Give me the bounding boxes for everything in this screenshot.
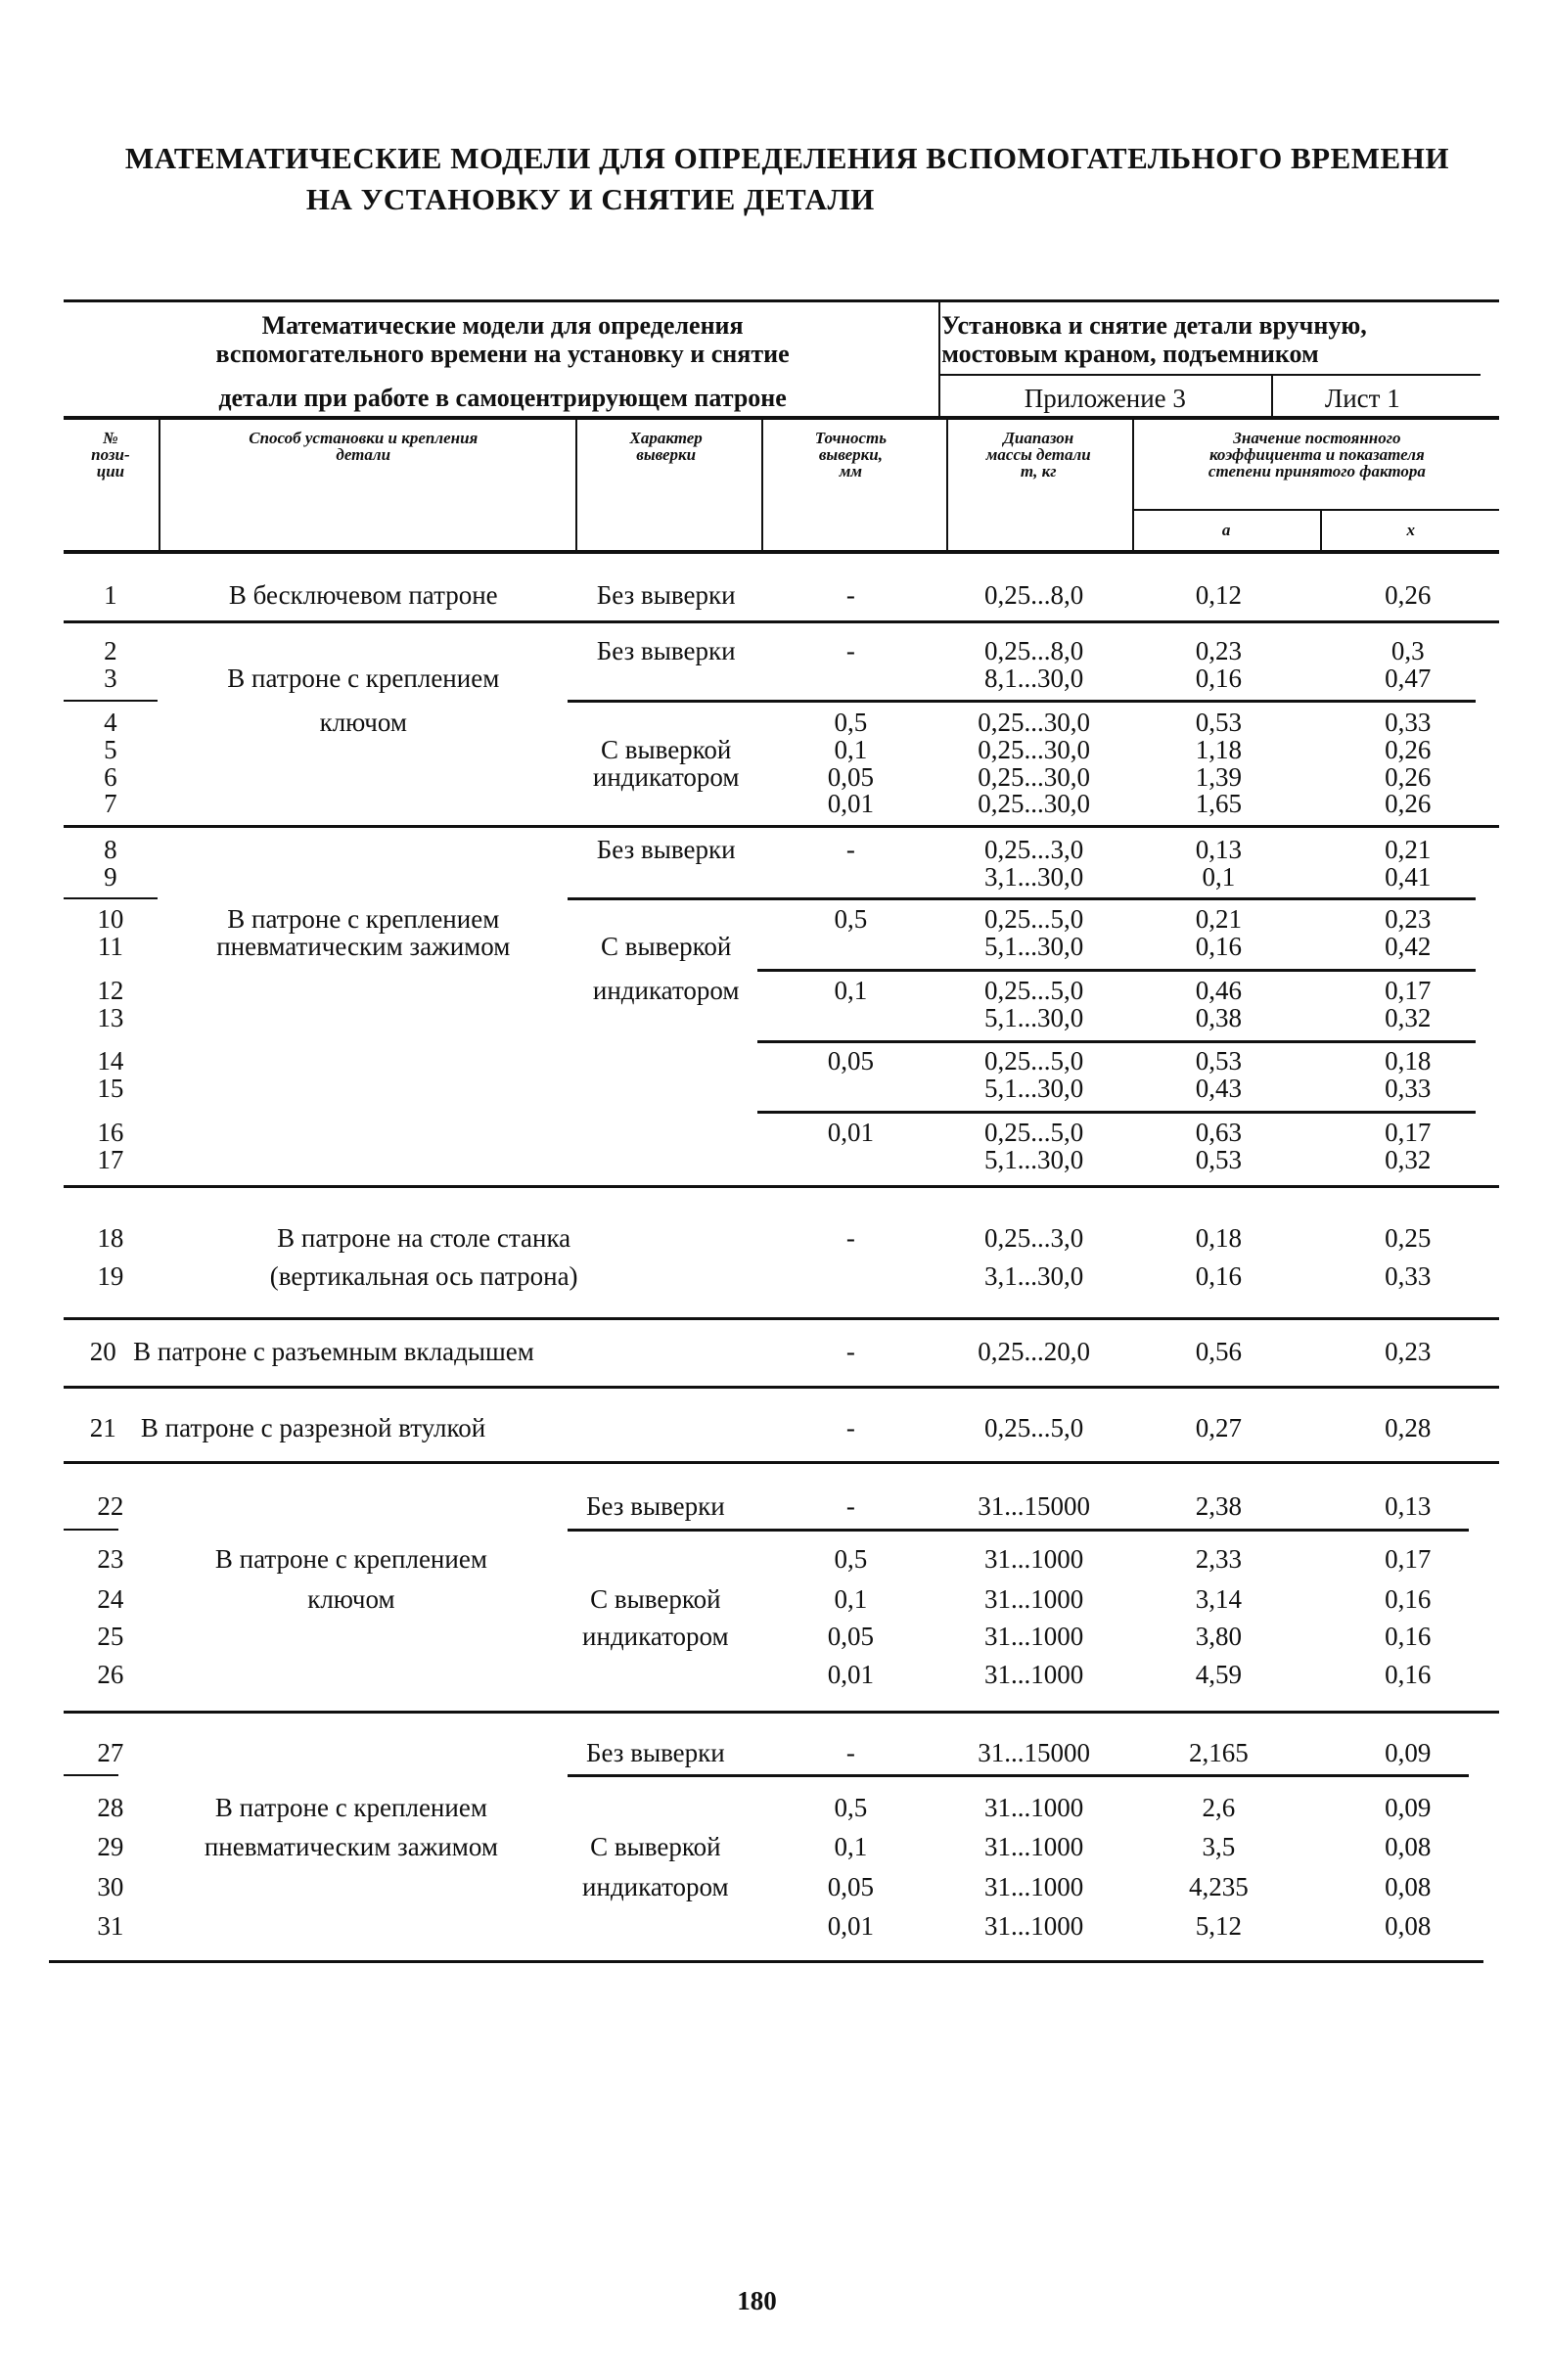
coefficient-a-value: 0,12 bbox=[1195, 579, 1242, 610]
row-number: 15 bbox=[97, 1074, 124, 1104]
accuracy-value: 0,05 bbox=[827, 761, 875, 792]
method-label: (вертикальная ось патрона) bbox=[269, 1261, 578, 1292]
page-subtitle: НА УСТАНОВКУ И СНЯТИЕ ДЕТАЛИ bbox=[305, 182, 875, 217]
exponent-x-value: 0,26 bbox=[1385, 734, 1432, 764]
rule-line bbox=[568, 1774, 1468, 1777]
rule-line bbox=[64, 825, 1499, 828]
column-header-mass-range: m, кг bbox=[1020, 461, 1057, 481]
column-header-mass-range: Диапазон bbox=[1003, 428, 1074, 447]
coefficient-a-value: 0,13 bbox=[1195, 834, 1242, 864]
coefficient-a-value: 0,27 bbox=[1195, 1412, 1242, 1442]
accuracy-value: - bbox=[845, 1337, 855, 1367]
exponent-x-value: 0,32 bbox=[1385, 1002, 1432, 1032]
rule-line bbox=[1132, 509, 1498, 511]
header-title-line: вспомогательного времени на установку и снятие bbox=[215, 339, 790, 368]
row-number: 20 bbox=[89, 1337, 116, 1367]
rule-line bbox=[64, 897, 158, 899]
column-header-character: Характер bbox=[629, 428, 703, 447]
accuracy-value: - bbox=[845, 1738, 855, 1768]
coefficient-a-value: 0,16 bbox=[1195, 1261, 1242, 1292]
coefficient-a-value: 0,21 bbox=[1195, 904, 1242, 935]
coefficient-a-value: 5,12 bbox=[1195, 1910, 1242, 1941]
exponent-x-value: 0,09 bbox=[1385, 1793, 1432, 1823]
rule-line bbox=[64, 1774, 118, 1776]
column-divider bbox=[761, 420, 763, 550]
exponent-x-value: 0,09 bbox=[1385, 1738, 1432, 1768]
mass-range-value: 0,25...5,0 bbox=[983, 1046, 1084, 1076]
coefficient-a-value: 0,23 bbox=[1195, 636, 1242, 666]
row-number: 22 bbox=[97, 1491, 124, 1522]
column-header-method: Способ установки и крепления bbox=[249, 428, 479, 447]
exponent-x-value: 0,17 bbox=[1385, 1544, 1432, 1575]
rule-line bbox=[757, 1111, 1477, 1114]
row-number: 19 bbox=[97, 1261, 124, 1292]
exponent-x-value: 0,47 bbox=[1385, 664, 1432, 694]
mass-range-value: 31...1000 bbox=[983, 1659, 1084, 1689]
row-number: 25 bbox=[97, 1622, 124, 1652]
check-type-label: С выверкой bbox=[590, 1583, 721, 1614]
check-type-label: индикатором bbox=[592, 975, 740, 1005]
check-type-label: С выверкой bbox=[600, 734, 732, 764]
exponent-x-value: 0,08 bbox=[1385, 1832, 1432, 1862]
exponent-x-value: 0,26 bbox=[1385, 789, 1432, 819]
exponent-x-value: 0,28 bbox=[1385, 1412, 1432, 1442]
row-number: 24 bbox=[97, 1583, 124, 1614]
column-header-accuracy: мм bbox=[839, 461, 863, 481]
row-number: 12 bbox=[97, 975, 124, 1005]
exponent-x-value: 0,25 bbox=[1385, 1223, 1432, 1254]
row-number: 21 bbox=[89, 1412, 116, 1442]
coefficient-a-value: 0,53 bbox=[1195, 1145, 1242, 1174]
method-label: В патроне с креплением bbox=[227, 904, 500, 935]
exponent-x-value: 0,26 bbox=[1385, 761, 1432, 792]
column-divider bbox=[946, 420, 948, 550]
header-title-line: детали при работе в самоцентрирующем патроне bbox=[218, 383, 787, 412]
mass-range-value: 0,25...30,0 bbox=[978, 789, 1090, 819]
check-type-label: Без выверки bbox=[596, 636, 736, 666]
column-header-accuracy: выверки, bbox=[818, 444, 883, 464]
exponent-x-value: 0,23 bbox=[1385, 904, 1432, 935]
mass-range-value: 3,1...30,0 bbox=[983, 1261, 1084, 1292]
method-label: В патроне с креплением bbox=[214, 1793, 487, 1823]
exponent-x-value: 0,17 bbox=[1385, 975, 1432, 1005]
accuracy-value: 0,5 bbox=[834, 707, 868, 737]
accuracy-value: 0,1 bbox=[834, 975, 868, 1005]
check-type-label: индикатором bbox=[582, 1871, 729, 1901]
coefficient-a-value: 4,59 bbox=[1195, 1659, 1242, 1689]
column-header-number: пози- bbox=[91, 444, 130, 464]
accuracy-value: 0,1 bbox=[834, 734, 868, 764]
mass-range-value: 0,25...5,0 bbox=[983, 1412, 1084, 1442]
method-label: В патроне на столе станка bbox=[277, 1223, 571, 1254]
accuracy-value: - bbox=[845, 834, 855, 864]
coefficient-a-value: 0,53 bbox=[1195, 1046, 1242, 1076]
table-bottom-rule bbox=[49, 1960, 1484, 1963]
row-number: 9 bbox=[104, 861, 117, 892]
check-type-label: Без выверки bbox=[585, 1738, 725, 1768]
method-label: В патроне с разъемным вкладышем bbox=[133, 1337, 534, 1367]
coefficient-a-value: 2,38 bbox=[1195, 1491, 1242, 1522]
exponent-x-value: 0,13 bbox=[1385, 1491, 1432, 1522]
mass-range-value: 8,1...30,0 bbox=[983, 664, 1084, 694]
mass-range-value: 31...1000 bbox=[983, 1544, 1084, 1575]
rule-line bbox=[64, 1529, 118, 1531]
coefficient-a-value: 0,56 bbox=[1195, 1337, 1242, 1367]
method-label: ключом bbox=[307, 1583, 395, 1614]
accuracy-value: 0,5 bbox=[834, 1793, 868, 1823]
accuracy-value: 0,05 bbox=[827, 1622, 875, 1652]
row-number: 14 bbox=[97, 1046, 124, 1076]
coefficient-a-value: 2,33 bbox=[1195, 1544, 1242, 1575]
method-label: пневматическим зажимом bbox=[216, 931, 511, 961]
row-number: 18 bbox=[97, 1223, 124, 1254]
row-number: 30 bbox=[97, 1871, 124, 1901]
coefficient-a-value: 0,16 bbox=[1195, 931, 1242, 961]
mass-range-value: 5,1...30,0 bbox=[983, 1074, 1084, 1104]
method-label: В патроне с креплением bbox=[227, 664, 500, 694]
coefficient-a-value: 4,235 bbox=[1188, 1871, 1249, 1901]
accuracy-value: 0,1 bbox=[834, 1832, 868, 1862]
coefficient-a-value: 1,18 bbox=[1195, 734, 1242, 764]
mass-range-value: 0,25...20,0 bbox=[978, 1337, 1090, 1367]
rule-line bbox=[64, 1185, 1499, 1188]
row-number: 29 bbox=[97, 1832, 124, 1862]
mass-range-value: 0,25...5,0 bbox=[983, 904, 1084, 935]
exponent-x-value: 0,08 bbox=[1385, 1871, 1432, 1901]
column-divider bbox=[1271, 376, 1273, 417]
check-type-label: индикатором bbox=[592, 761, 740, 792]
row-number: 2 bbox=[104, 636, 117, 666]
mass-range-value: 3,1...30,0 bbox=[983, 861, 1084, 892]
exponent-x-value: 0,42 bbox=[1385, 931, 1432, 961]
row-number: 3 bbox=[104, 664, 117, 694]
mass-range-value: 31...15000 bbox=[978, 1491, 1090, 1522]
row-number: 26 bbox=[97, 1659, 124, 1689]
exponent-x-value: 0,33 bbox=[1385, 707, 1432, 737]
row-number: 7 bbox=[104, 789, 117, 819]
column-header-number: № bbox=[103, 428, 118, 447]
accuracy-value: 0,01 bbox=[827, 1910, 875, 1941]
rule-line bbox=[568, 897, 1476, 900]
row-number: 31 bbox=[97, 1910, 124, 1941]
rule-line bbox=[64, 1386, 1499, 1389]
exponent-x-value: 0,16 bbox=[1385, 1622, 1432, 1652]
coefficient-a-value: 1,65 bbox=[1195, 789, 1242, 819]
accuracy-value: - bbox=[845, 1223, 855, 1254]
coefficient-a-value: 1,39 bbox=[1195, 761, 1242, 792]
header-operation-line: мостовым краном, подъемником bbox=[941, 339, 1319, 368]
rule-line bbox=[938, 374, 1481, 376]
coefficient-a-value: 2,165 bbox=[1188, 1738, 1249, 1768]
mass-range-value: 31...1000 bbox=[983, 1832, 1084, 1862]
accuracy-value: 0,1 bbox=[834, 1583, 868, 1614]
exponent-x-value: 0,33 bbox=[1385, 1074, 1432, 1104]
rule-line bbox=[757, 1040, 1477, 1043]
coefficient-a-value: 3,80 bbox=[1195, 1622, 1242, 1652]
check-type-label: индикатором bbox=[582, 1622, 729, 1652]
exponent-x-value: 0,16 bbox=[1385, 1583, 1432, 1614]
exponent-x-value: 0,18 bbox=[1385, 1046, 1432, 1076]
mass-range-value: 5,1...30,0 bbox=[983, 931, 1084, 961]
column-divider bbox=[159, 420, 160, 550]
mass-range-value: 5,1...30,0 bbox=[983, 1145, 1084, 1174]
exponent-x-value: 0,3 bbox=[1390, 636, 1425, 666]
column-divider bbox=[938, 299, 940, 416]
header-rule bbox=[64, 416, 1499, 420]
accuracy-value: - bbox=[845, 1491, 855, 1522]
exponent-x-value: 0,08 bbox=[1385, 1910, 1432, 1941]
rule-line bbox=[64, 1317, 1499, 1320]
table-top-rule bbox=[64, 299, 1499, 302]
column-divider bbox=[1320, 510, 1322, 549]
row-number: 16 bbox=[97, 1118, 124, 1148]
exponent-x-value: 0,17 bbox=[1385, 1118, 1432, 1148]
mass-range-value: 0,25...5,0 bbox=[983, 975, 1084, 1005]
accuracy-value: - bbox=[845, 636, 855, 666]
check-type-label: Без выверки bbox=[596, 579, 736, 610]
header-title-line: Математические модели для определения bbox=[261, 310, 744, 340]
check-type-label: С выверкой bbox=[600, 931, 732, 961]
rule-line bbox=[568, 1529, 1468, 1532]
mass-range-value: 31...1000 bbox=[983, 1871, 1084, 1901]
mass-range-value: 31...1000 bbox=[983, 1910, 1084, 1941]
row-number: 28 bbox=[97, 1793, 124, 1823]
accuracy-value: 0,5 bbox=[834, 904, 868, 935]
coefficient-a-value: 0,38 bbox=[1195, 1002, 1242, 1032]
rule-line bbox=[64, 620, 1499, 623]
row-number: 10 bbox=[97, 904, 124, 935]
row-number: 13 bbox=[97, 1002, 124, 1032]
mass-range-value: 0,25...30,0 bbox=[978, 707, 1090, 737]
column-header-number: ции bbox=[96, 461, 125, 481]
coefficient-a-value: 0,16 bbox=[1195, 664, 1242, 694]
column-divider bbox=[575, 420, 577, 550]
coefficient-a-value: 3,14 bbox=[1195, 1583, 1242, 1614]
method-label: В патроне с разрезной втулкой bbox=[140, 1412, 486, 1442]
accuracy-value: 0,05 bbox=[827, 1046, 875, 1076]
row-number: 1 bbox=[104, 579, 117, 610]
row-number: 11 bbox=[97, 931, 123, 961]
accuracy-value: 0,5 bbox=[834, 1544, 868, 1575]
appendix-label: Приложение 3 bbox=[1024, 383, 1186, 413]
method-label: ключом bbox=[319, 707, 407, 737]
column-header-character: выверки bbox=[636, 444, 697, 464]
exponent-x-value: 0,41 bbox=[1385, 861, 1432, 892]
accuracy-value: - bbox=[845, 1412, 855, 1442]
rule-line bbox=[64, 1711, 1499, 1714]
row-number: 4 bbox=[104, 707, 117, 737]
method-label: В бесключевом патроне bbox=[228, 579, 498, 610]
row-number: 8 bbox=[104, 834, 117, 864]
accuracy-value: 0,01 bbox=[827, 1118, 875, 1148]
rule-line bbox=[64, 1461, 1499, 1464]
column-divider bbox=[1132, 420, 1134, 550]
mass-range-value: 0,25...30,0 bbox=[978, 761, 1090, 792]
coefficient-a-value: 0,63 bbox=[1195, 1118, 1242, 1148]
exponent-x-value: 0,26 bbox=[1385, 579, 1432, 610]
check-type-label: С выверкой bbox=[590, 1832, 721, 1862]
column-header-coefficient: коэффициента и показателя bbox=[1208, 444, 1425, 464]
mass-range-value: 31...1000 bbox=[983, 1622, 1084, 1652]
accuracy-value: - bbox=[845, 579, 855, 610]
coefficient-a-value: 0,46 bbox=[1195, 975, 1242, 1005]
coefficient-a-value: 0,53 bbox=[1195, 707, 1242, 737]
accuracy-value: 0,01 bbox=[827, 789, 875, 819]
column-header-method: детали bbox=[336, 444, 391, 464]
row-number: 6 bbox=[104, 761, 117, 792]
column-header-x: x bbox=[1406, 521, 1416, 540]
coefficient-a-value: 2,6 bbox=[1202, 1793, 1236, 1823]
mass-range-value: 0,25...8,0 bbox=[983, 579, 1084, 610]
row-number: 23 bbox=[97, 1544, 124, 1575]
rule-line bbox=[64, 700, 158, 702]
exponent-x-value: 0,33 bbox=[1385, 1261, 1432, 1292]
column-header-coefficient: степени принятого фактора bbox=[1208, 461, 1426, 481]
accuracy-value: 0,01 bbox=[827, 1659, 875, 1689]
rule-line bbox=[568, 700, 1476, 703]
column-header-coefficient: Значение постоянного bbox=[1233, 428, 1401, 447]
coefficient-a-value: 0,18 bbox=[1195, 1223, 1242, 1254]
exponent-x-value: 0,32 bbox=[1385, 1145, 1432, 1174]
sheet-label: Лист 1 bbox=[1324, 383, 1400, 413]
accuracy-value: 0,05 bbox=[827, 1871, 875, 1901]
page-title: МАТЕМАТИЧЕСКИЕ МОДЕЛИ ДЛЯ ОПРЕДЕЛЕНИЯ ВСПОМОГАТЕЛЬНОГО ВРЕМЕНИ bbox=[124, 141, 1449, 176]
mass-range-value: 5,1...30,0 bbox=[983, 1002, 1084, 1032]
method-label: пневматическим зажимом bbox=[204, 1832, 498, 1862]
column-header-mass-range: массы детали bbox=[985, 444, 1091, 464]
exponent-x-value: 0,21 bbox=[1385, 834, 1432, 864]
page-number: 180 bbox=[737, 2286, 777, 2316]
header-bottom-rule bbox=[64, 550, 1499, 554]
mass-range-value: 31...1000 bbox=[983, 1793, 1084, 1823]
check-type-label: Без выверки bbox=[585, 1491, 725, 1522]
check-type-label: Без выверки bbox=[596, 834, 736, 864]
column-header-a: a bbox=[1221, 521, 1231, 540]
coefficient-a-value: 0,43 bbox=[1195, 1074, 1242, 1104]
header-operation-line: Установка и снятие детали вручную, bbox=[941, 310, 1367, 340]
column-header-accuracy: Точность bbox=[814, 428, 888, 447]
mass-range-value: 0,25...5,0 bbox=[983, 1118, 1084, 1148]
mass-range-value: 31...1000 bbox=[983, 1583, 1084, 1614]
exponent-x-value: 0,23 bbox=[1385, 1337, 1432, 1367]
mass-range-value: 0,25...8,0 bbox=[983, 636, 1084, 666]
mass-range-value: 0,25...3,0 bbox=[983, 1223, 1084, 1254]
rule-line bbox=[757, 969, 1477, 972]
mass-range-value: 0,25...3,0 bbox=[983, 834, 1084, 864]
mass-range-value: 0,25...30,0 bbox=[978, 734, 1090, 764]
mass-range-value: 31...15000 bbox=[978, 1738, 1090, 1768]
method-label: В патроне с креплением bbox=[214, 1544, 487, 1575]
row-number: 17 bbox=[97, 1145, 124, 1174]
row-number: 27 bbox=[97, 1738, 124, 1768]
exponent-x-value: 0,16 bbox=[1385, 1659, 1432, 1689]
coefficient-a-value: 0,1 bbox=[1202, 861, 1236, 892]
row-number: 5 bbox=[104, 734, 117, 764]
coefficient-a-value: 3,5 bbox=[1202, 1832, 1236, 1862]
